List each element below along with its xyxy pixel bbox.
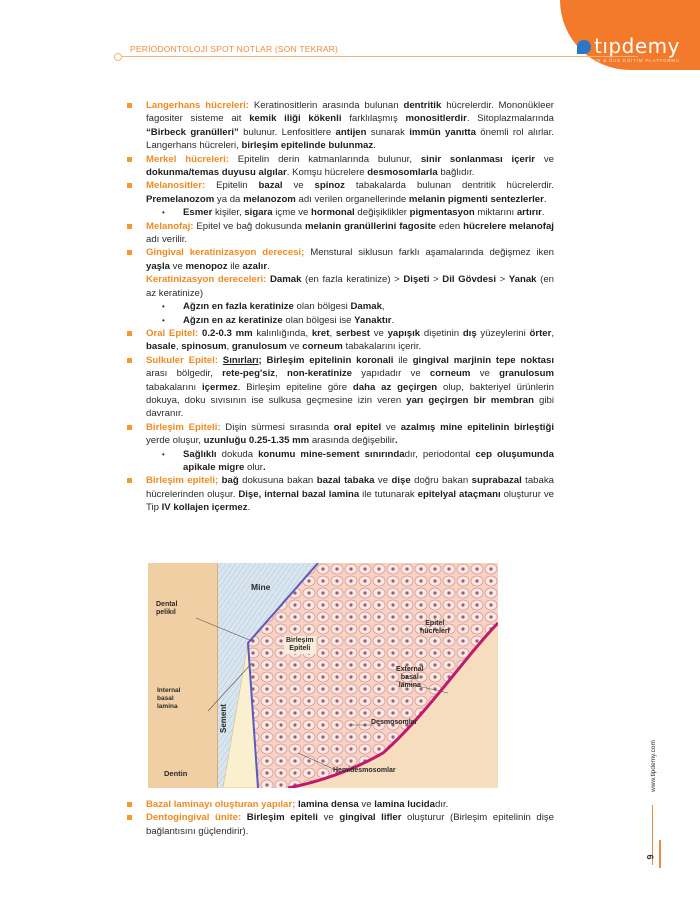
note-oral-epitel: Oral Epitel: 0.2-0.3 mm kalınlığında, kret, serbest ve yapışık dişetinin dış yüzeylerini örter, basale, spinosum, granulosum ve corneum tabakalarını içerir.	[126, 327, 554, 354]
note-gingival-keratinizasyon: Gingival keratinizasyon derecesi; Menstural siklusun farklı aşamalarında değişmez iken yaşla ve menopoz ile azalır.	[126, 246, 554, 273]
note-birlesim-epiteli-yapi: Birleşim epiteli; bağ dokusuna bakan bazal tabaka ve dişe doğru bakan suprabazal tabaka hücrelerinden oluşur. Dişe, internal bazal lamina ile tutunarak epitelyal ataçmanı oluşturur ve Tip IV kollajen içermez.	[126, 474, 554, 514]
brand-logo[interactable]	[577, 34, 680, 58]
junctional-epithelium-figure	[148, 563, 498, 788]
notes-bottom	[126, 798, 554, 838]
website-url[interactable]: www.tipdemy.com	[650, 740, 657, 792]
label-dental-pelikil: Dental pelikıl	[156, 601, 178, 616]
note-birlesim-epiteli-olusum: Birleşim Epiteli: Dişin sürmesi sırasında oral epitel ve azalmış mine epitelinin birleştiği yerde oluşur, uzunluğu 0.25-1.35 mm arasında değişebilir.	[126, 421, 554, 448]
note-melanositler: Melanositler: Epitelin bazal ve spinoz tabakalarda bulunan dentritik hücrelerdir. Premelanozom ya da melanozom adı verilen organellerinde melanin pigmenti sentezlerler.	[126, 179, 554, 206]
figure-illustration	[148, 563, 498, 788]
label-birlesim-epiteli: Birleşim Epiteli	[286, 637, 314, 652]
note-langerhans: Langerhans hücreleri: Keratinositlerin arasında bulunan dentritik hücrelerdir. Mononükleer fagositer sisteme ait kemik iliği kökenli farklılaşmış monositlerdir. Sitoplazmalarında “Birbeck granülleri” bulunur. Lenfositlere antijen sunarak immün yanıtta önemli rol alırlar. Langerhans hücreleri, birleşim epitelinde bulunmaz.	[126, 99, 554, 153]
label-dentin: Dentin	[164, 769, 188, 778]
subnote-en-az: • Ağzın en az keratinize olan bölgesi ise Yanaktır.	[126, 314, 554, 327]
subnote-saglikli-doku: • Sağlıklı dokuda konumu mine-sement sınırındadır, periodontal cep oluşumunda apikale migre olur.	[126, 448, 554, 475]
header-divider-dot	[114, 53, 122, 61]
note-sulkuler-epitel: Sulkuler Epitel: Sınırları; Birleşim epitelinin koronali ile gingival marjinin tepe noktası arası bölgedir, rete-peg'siz, non-keratinize yapıdadır ve corneum ve granulosum tabakalarını içermez. Birleşim epiteline göre daha az geçirgen olup, bakteriyel ürünlerin dokuya, doku sıvısının ise sulkusa geçmesine izin veren yarı geçirgen bir membran gibi davranır.	[126, 354, 554, 421]
note-keratinizasyon-dereceleri: Keratinizasyon dereceleri: Damak (en fazla keratinize) > Dişeti > Dil Gövdesi > Yanak (en az keratinize)	[146, 274, 554, 299]
label-sement: Sement	[219, 704, 228, 733]
page-number: 9	[645, 854, 656, 860]
note-dentogingival-unite: Dentogingival ünite: Birleşim epiteli ve gingival lifler oluşturur (Birleşim epitelinin dişe bağlantısını güçlendirir).	[126, 811, 554, 838]
notes-body	[126, 99, 554, 515]
note-melanofaj: Melanofaj: Epitel ve bağ dokusunda melanin granüllerini fagosite eden hücrelere melanofaj adı verilir.	[126, 220, 554, 247]
subnote-en-fazla: • Ağzın en fazla keratinize olan bölgesi Damak,	[126, 300, 554, 313]
label-epitel-hucreleri: Epitel hücreleri	[420, 620, 450, 635]
dentin-region	[148, 563, 218, 788]
logo-mark-icon	[577, 40, 591, 54]
logo-subtitle: TUS & DUS EĞİTİM PLATFORMU	[589, 58, 680, 63]
note-merkel: Merkel hücreleri: Epitelin derin katmanlarında bulunur, sinir sonlanması içerir ve dokunma/temas duyusu algılar. Komşu hücrelere desmosomlarla bağlıdır.	[126, 153, 554, 180]
header-divider	[118, 56, 638, 57]
note-bazal-lamina: Bazal laminayı oluşturan yapılar; lamina densa ve lamina lucidadır.	[126, 798, 554, 811]
page-accent-bar	[659, 840, 661, 868]
subnote-pigmentasyon: • Esmer kişiler, sigara içme ve hormonal değişiklikler pigmentasyon miktarını artırır.	[126, 206, 554, 219]
label-desmosomlar: Desmosomlar	[371, 719, 418, 726]
running-header-title: PERİODONTOLOJİ SPOT NOTLAR (SON TEKRAR)	[130, 44, 339, 54]
label-mine: Mine	[251, 582, 271, 592]
label-hemidesmosomlar: Hemidesmosomlar	[333, 767, 396, 774]
label-internal-basal-lamina: Internal basal lamina	[157, 687, 181, 710]
label-external-basal-lamina: External basal lamina	[396, 666, 424, 689]
logo-text: tıpdemy	[594, 34, 680, 58]
